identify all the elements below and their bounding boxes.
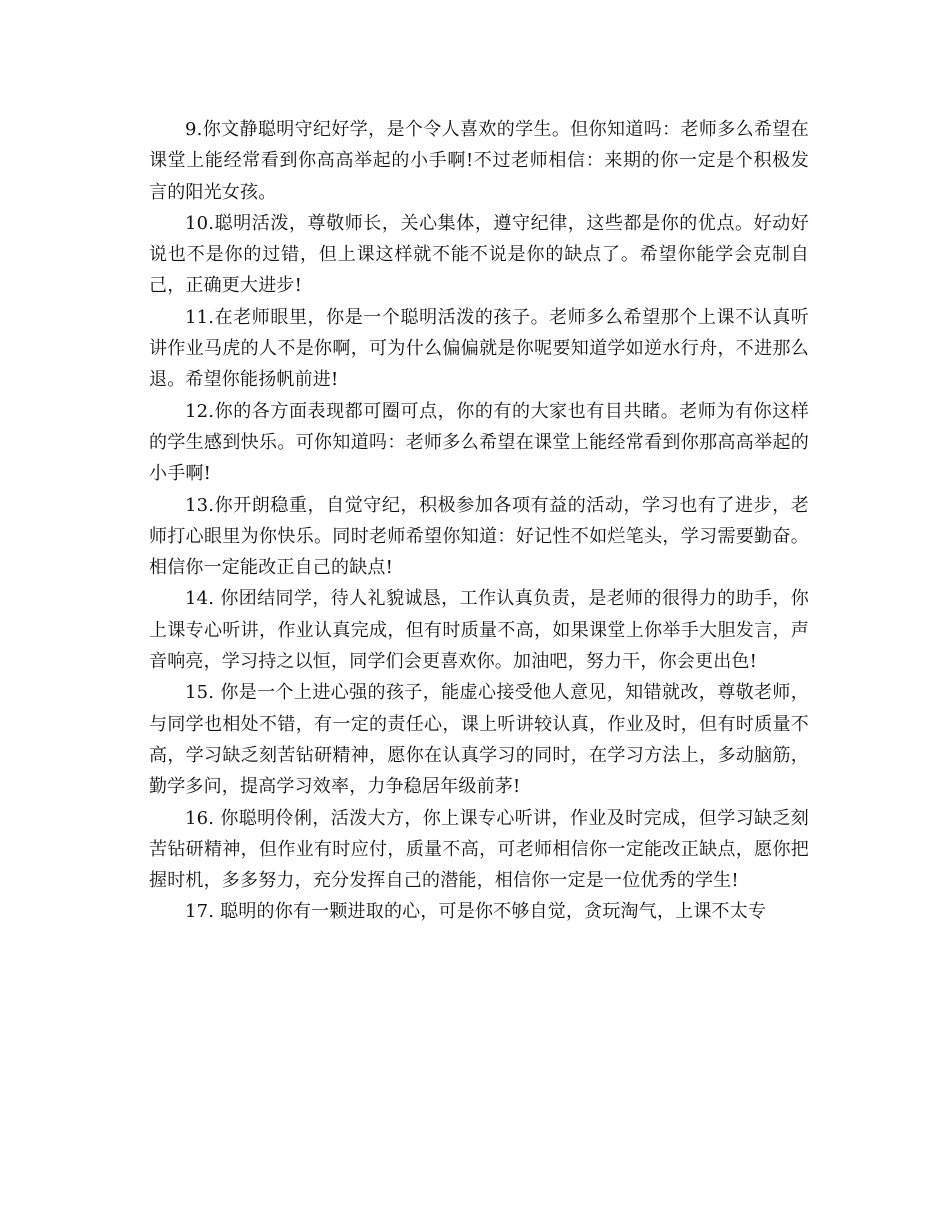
paragraph-14: 14. 你团结同学，待人礼貌诚恳，工作认真负责，是老师的很得力的助手，你上课专心听讲，作业认真完成，但有时质量不高，如果课堂上你举手大胆发言，声音响亮，学习持之以恒，同学们会更喜欢你。加油吧，努力干，你会更出色! bbox=[149, 588, 809, 673]
document-body bbox=[149, 114, 809, 928]
paragraph-12: 12.你的各方面表现都可圈可点，你的有的大家也有目共睹。老师为有你这样的学生感到快乐。可你知道吗：老师多么希望在课堂上能经常看到你那高高举起的小手啊! bbox=[149, 400, 809, 485]
paragraph-9: 9.你文静聪明守纪好学，是个令人喜欢的学生。但你知道吗：老师多么希望在课堂上能经常看到你高高举起的小手啊!不过老师相信：来期的你一定是个积极发言的阳光女孩。 bbox=[149, 119, 809, 203]
paragraph-11: 11.在老师眼里，你是一个聪明活泼的孩子。老师多么希望那个上课不认真听讲作业马虎的人不是你啊，可为什么偏偏就是你呢要知道学如逆水行舟，不进那么退。希望你能扬帆前进! bbox=[149, 306, 809, 391]
paragraph-13: 13.你开朗稳重，自觉守纪，积极参加各项有益的活动，学习也有了进步，老师打心眼里为你快乐。同时老师希望你知道：好记性不如烂笔头，学习需要勤奋。相信你一定能改正自己的缺点! bbox=[149, 494, 809, 579]
paragraph-10: 10.聪明活泼，尊敬师长，关心集体，遵守纪律，这些都是你的优点。好动好说也不是你的过错，但上课这样就不能不说是你的缺点了。希望你能学会克制自己，正确更大进步! bbox=[149, 212, 809, 297]
paragraph-16: 16. 你聪明伶俐，活泼大方，你上课专心听讲，作业及时完成，但学习缺乏刻苦钻研精神，但作业有时应付，质量不高，可老师相信你一定能改正缺点，愿你把握时机，多多努力，充分发挥自己的潜能，相信你一定是一位优秀的学生! bbox=[149, 807, 809, 892]
paragraph-17: 17. 聪明的你有一颗进取的心，可是你不够自觉，贪玩淘气，上课不太专 bbox=[185, 901, 767, 923]
paragraph-15: 15. 你是一个上进心强的孩子，能虚心接受他人意见，知错就改，尊敬老师，与同学也相处不错，有一定的责任心，课上听讲较认真，作业及时，但有时质量不高，学习缺乏刻苦钻研精神，愿你在认真学习的同时，在学习方法上，多动脑筋，勤学多问，提高学习效率，力争稳居年级前茅! bbox=[149, 682, 809, 798]
